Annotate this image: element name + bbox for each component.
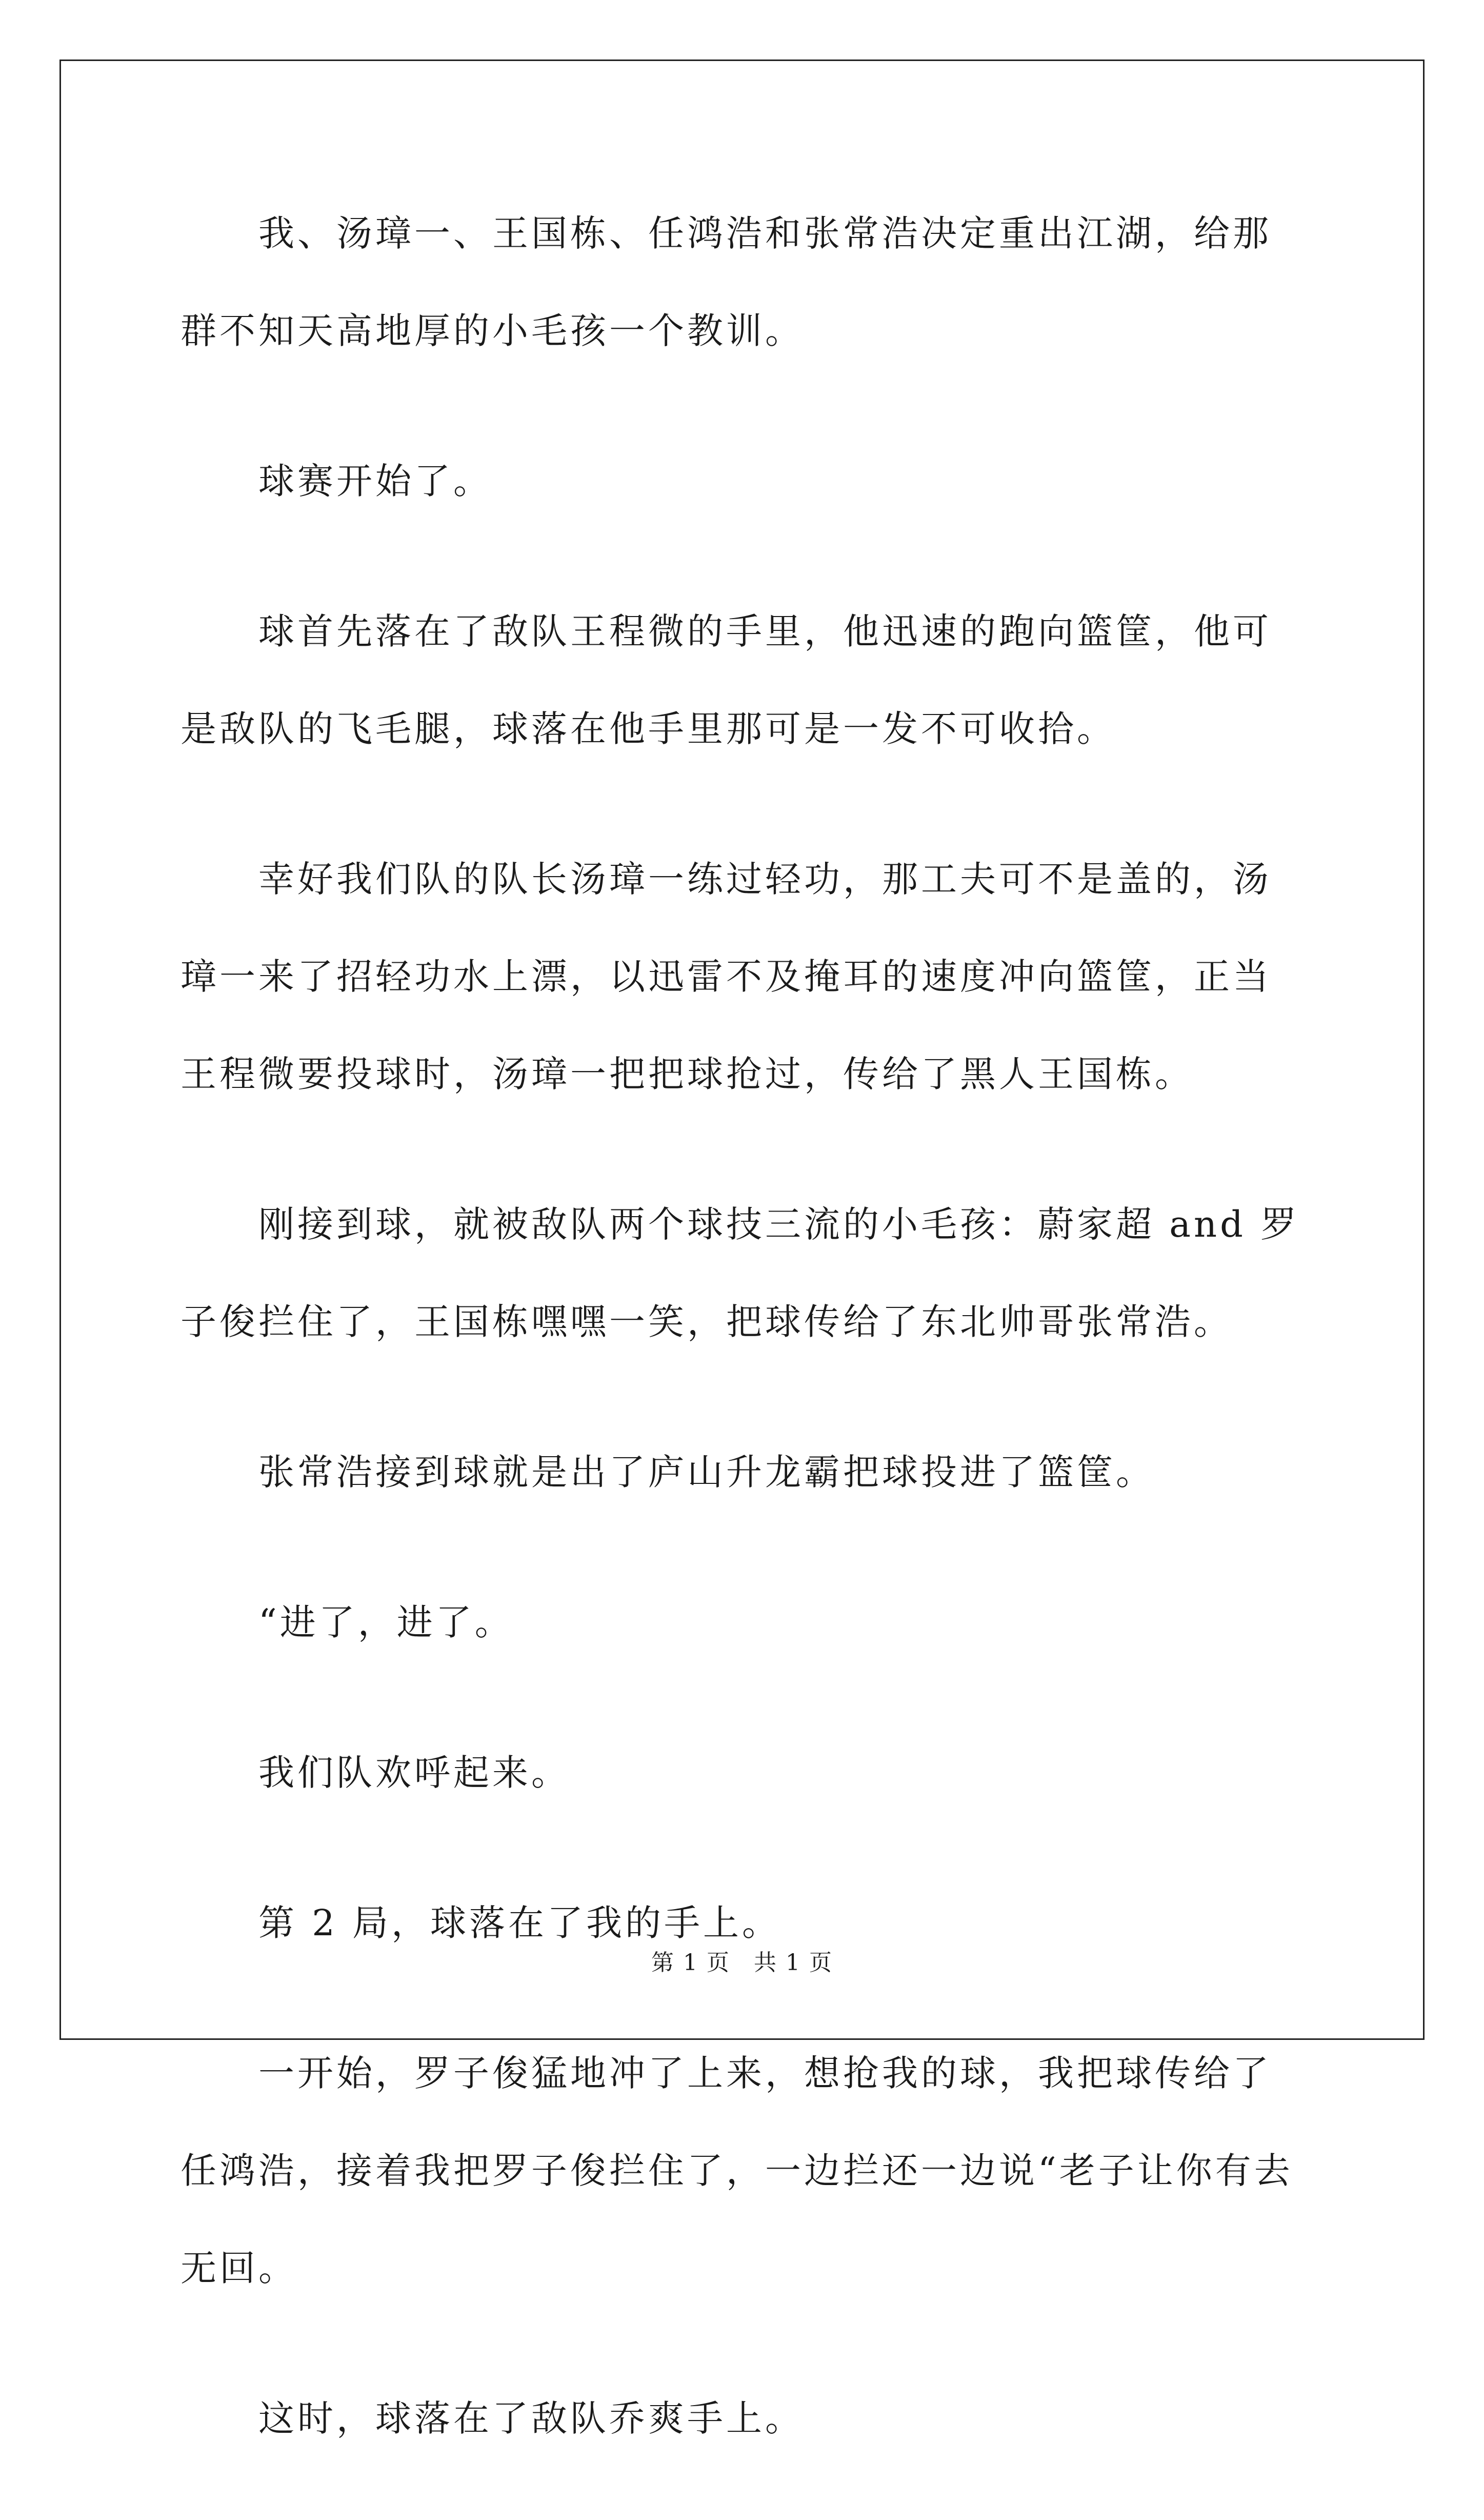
paragraph: 张常浩接到球就是出了庐山升龙霸把球投进了篮筐。	[258, 1451, 1155, 1493]
paragraph: 幸好我们队的队长汤璋一练过轻功，那工夫可不是盖的，汤璋一来了招轻功水上漂，以迅雷不及掩耳的速度冲向篮筐，正当王程微要投球时，汤璋一把把球抢过，传给了黑人王国栋。	[181, 858, 1272, 1095]
paragraph: “进了，进了。	[258, 1601, 514, 1643]
paragraph: 第 2 局，球落在了我的手上。	[258, 1902, 781, 1944]
paragraph: 一开始，罗子俊猛地冲了上来，想抢我的球，我把球传给了任鸿浩，接着我把罗子俊拦住了，一边拦还一边说“老子让你有去无回。	[181, 2052, 1293, 2289]
paragraph: 这时，球落在了敌队乔爽手上。	[258, 2397, 804, 2439]
document-body	[181, 185, 1303, 2520]
paragraph: 我们队欢呼起来。	[258, 1752, 570, 1794]
paragraph: 我、汤璋一、王国栋、任鸿浩和张常浩决定重出江湖，给那群不知天高地厚的小毛孩一个教训。	[181, 212, 1272, 352]
paragraph: 球首先落在了敌队王程微的手里，他迅速的跑向篮筐，他可是敌队的飞毛腿，球落在他手里那可是一发不可收拾。	[181, 610, 1272, 750]
paragraph: 刚接到球，就被敌队两个球技三流的小毛孩：蔚家超 and 罗子俊拦住了，王国栋嘿嘿一笑，把球传给了东北帅哥张常浩。	[181, 1203, 1300, 1343]
paragraph: 球赛开始了。	[258, 460, 492, 502]
page-number-footer: 第 1 页 共 1 页	[651, 1950, 833, 1976]
